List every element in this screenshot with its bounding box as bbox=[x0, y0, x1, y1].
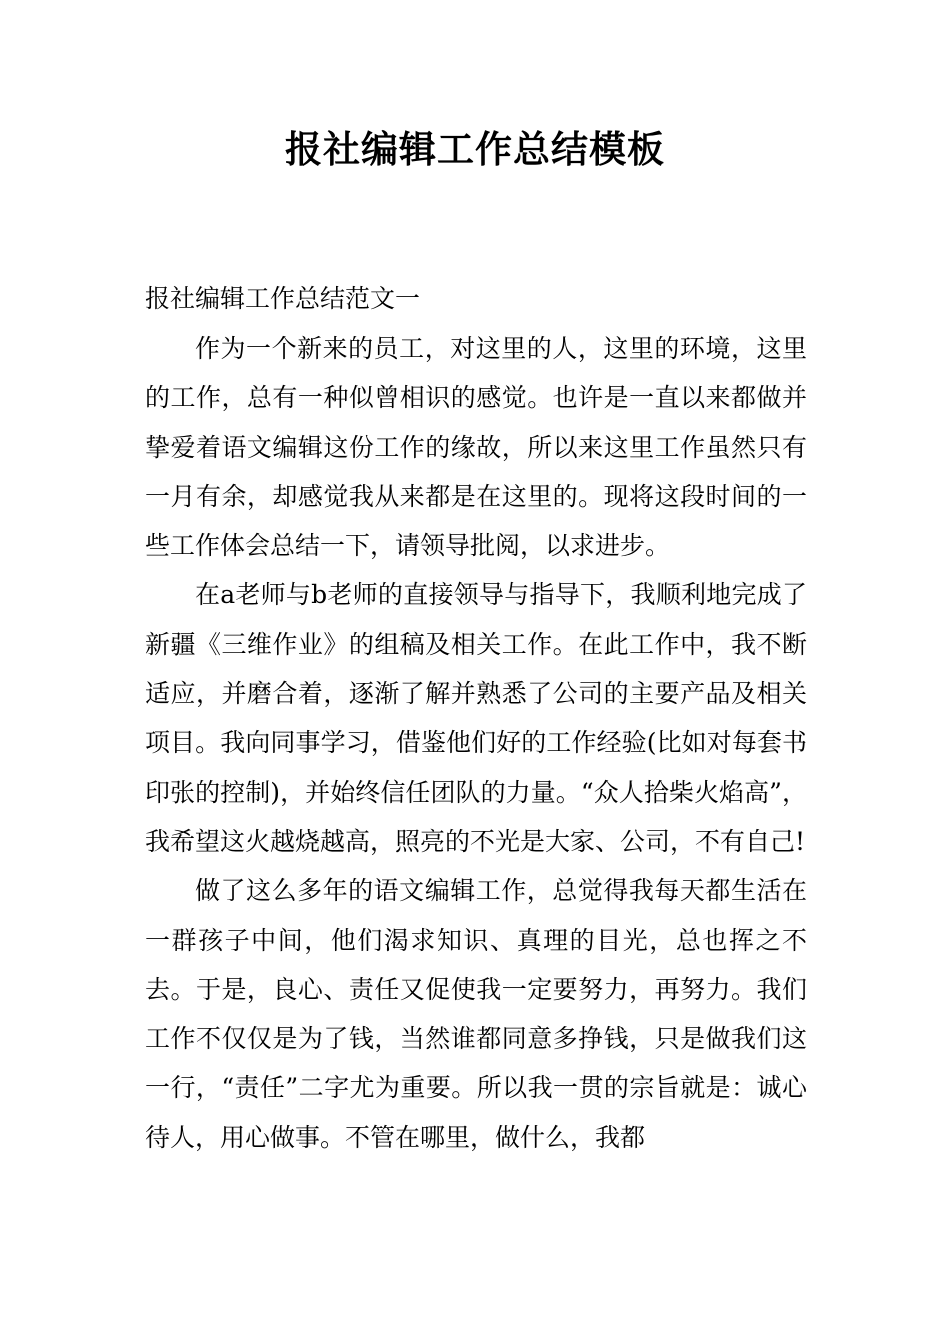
document-body bbox=[145, 274, 807, 1162]
document-title: 报社编辑工作总结模板 bbox=[285, 128, 665, 171]
paragraph-3: 做了这么多年的语文编辑工作，总觉得我每天都生活在一群孩子中间，他们渴求知识、真理的目光，总也挥之不去。于是，良心、责任又促使我一定要努力，再努力。我们工作不仅仅是为了钱，当然谁都同意多挣钱，只是做我们这一行，“责任”二字尤为重要。所以我一贯的宗旨就是：诚心待人，用心做事。不管在哪里，做什么，我都 bbox=[145, 876, 807, 1152]
paragraph-2: 在a老师与b老师的直接领导与指导下，我顺利地完成了新疆《三维作业》的组稿及相关工作。在此工作中，我不断适应，并磨合着，逐渐了解并熟悉了公司的主要产品及相关项目。我向同事学习，借鉴他们好的工作经验(比如对每套书印张的控制)，并始终信任团队的力量。“众人拾柴火焰高”，我希望这火越烧越高，照亮的不光是大家、公司，不有自己! bbox=[145, 580, 807, 856]
paragraph-1: 作为一个新来的员工，对这里的人，这里的环境，这里的工作，总有一种似曾相识的感觉。也许是一直以来都做并挚爱着语文编辑这份工作的缘故，所以来这里工作虽然只有一月有余，却感觉我从来都是在这里的。现将这段时间的一些工作体会总结一下，请领导批阅，以求进步。 bbox=[145, 334, 807, 561]
section-subtitle: 报社编辑工作总结范文一 bbox=[145, 284, 421, 313]
